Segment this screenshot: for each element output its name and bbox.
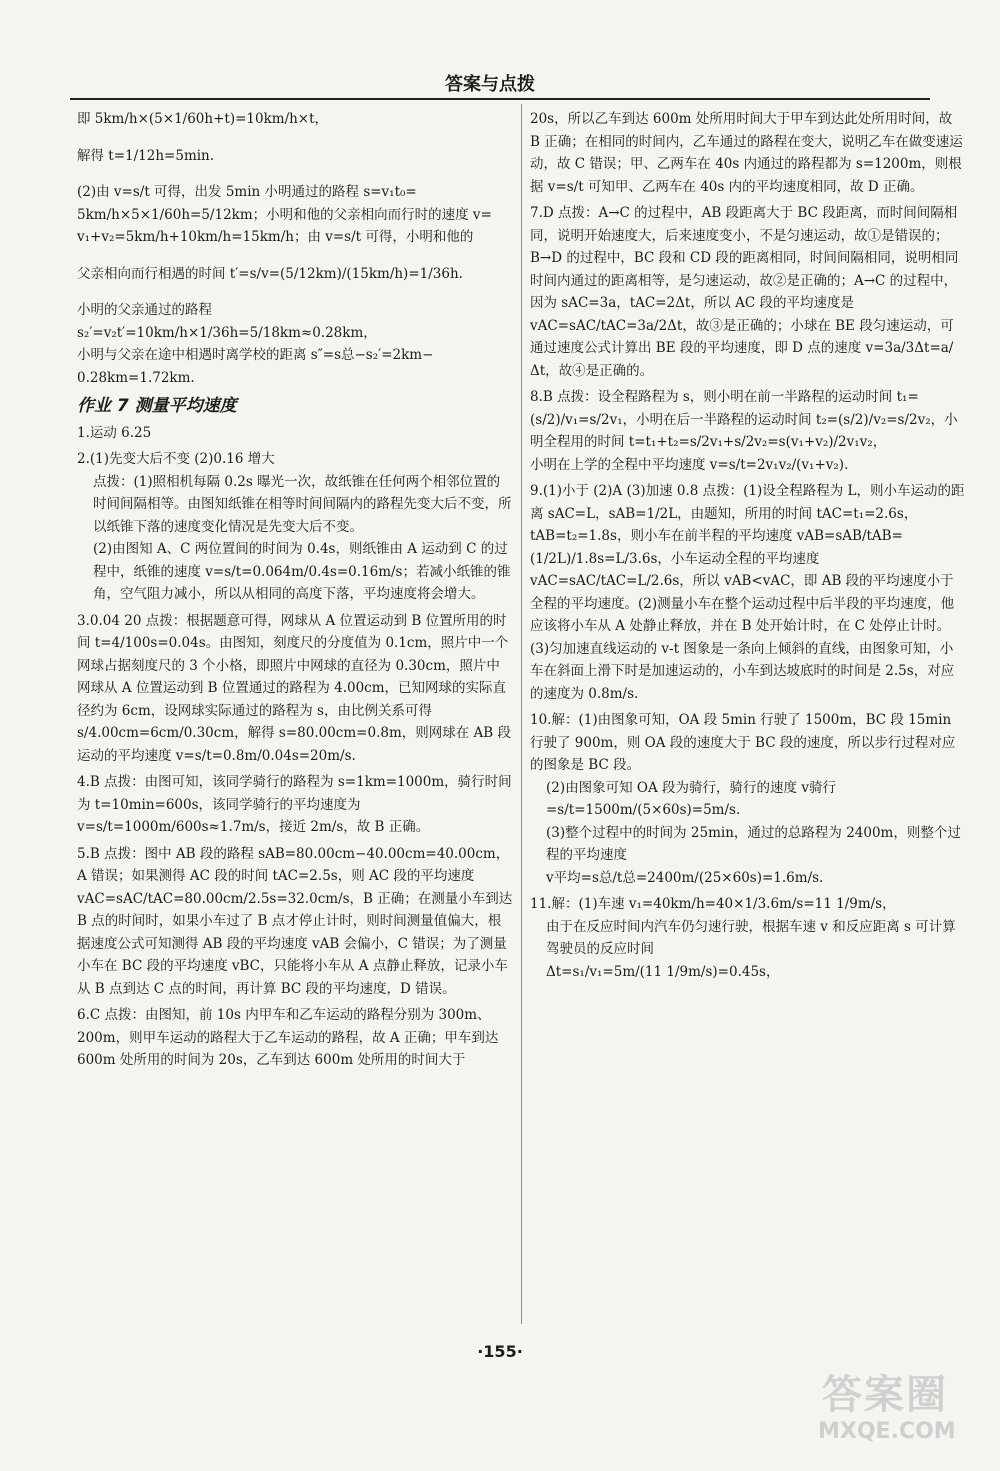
solution-line: (2)由 v=s/t 可得，出发 5min 小明通过的路程 s=v₁t₀= bbox=[77, 184, 417, 200]
spacer bbox=[77, 285, 513, 299]
formula-line: v平均=s总/t总=2400m/(25×60s)=1.6m/s. bbox=[546, 869, 824, 886]
spacer bbox=[77, 167, 513, 181]
answer-item: 1.运动 6.25 bbox=[77, 424, 152, 441]
spacer bbox=[77, 131, 513, 145]
solution-line: 小明的父亲通过的路程 s₂′=v₂t′=10km/h×1/36h=5/18km≈0.28km， bbox=[77, 302, 377, 341]
formula-line: Δt=s₁/v₁=5m/(11 1/9m/s)=0.45s， bbox=[546, 963, 780, 980]
solution-line: 0.28km=1.72km. bbox=[77, 369, 195, 386]
solution-line: 即 5km/h×(5×1/60h+t)=10km/h×t， bbox=[77, 111, 329, 127]
solution-line: v₁+v₂=5km/h+10km/h=15km/h；由 v=s/t 可得，小明和他的 bbox=[77, 229, 474, 245]
answer-item: 11.解：(1)车速 v₁=40km/h=40×1/3.6m/s=11 1/9m/s， bbox=[530, 896, 896, 912]
watermark-text: 答案圈 bbox=[822, 1372, 948, 1418]
answer-item: 3.0.04 20 点拨：根据题意可得，网球从 A 位置运动到 B 位置所用的时间 t=4/100s=0.04s。由图知，刻度尺的分度值为 0.1cm，照片中一个网球占据刻度尺的 3 个小格，即照片中网球的直径为 0.30cm，照片中网球从 A 位置运动到 B 位置通过的路程为 4.00cm，已知网球的实际直径约为 6cm，设网球实际通过的路程为 s，由比例关系可得 s/4.00cm=6cm/0.30cm，解得 s=80.00cm=0.8m，则网球在 AB 段运动的平均速度 v=s/t=0.8m/0.04s=20m/s. bbox=[77, 612, 512, 764]
header-title: 答案与点拨 bbox=[445, 74, 535, 95]
answer-explanation: (2)由图象可知 OA 段为骑行，骑行的速度 v骑行=s/t=1500m/(5×60s)=5m/s. bbox=[546, 779, 836, 818]
answer-explanation: 点拨：(1)照相机每隔 0.2s 曝光一次，故纸锥在任何两个相邻位置的时间间隔相等。由图知纸锥在相等时间间隔内的路程先变大后不变，所以纸锥下落的速度变化情况是先变大后不变。 bbox=[93, 473, 512, 535]
answer-item: 20s，所以乙车到达 600m 处所用时间大于甲车到达此处所用时间，故 B 正确；在相同的时间内，乙车通过的路程在变大，说明乙车在做变速运动，故 C 错误；甲、乙两车在 40s 内通过的路程都为 s=1200m，则根据 v=s/t 可知甲、乙两车在 40s 内的平均速度相同，故 D 正确。 bbox=[530, 111, 963, 195]
answer-item: 10.解：(1)由图象可知，OA 段 5min 行驶了 1500m，BC 段 15min 行驶了 900m，则 OA 段的速度大于 BC 段的速度，所以步行过程对应的图象是 BC 段。 bbox=[530, 712, 956, 773]
answer-explanation: 由于在反应时间内汽车仍匀速行驶，根据车速 v 和反应距离 s 可计算驾驶员的反应时间 bbox=[546, 918, 956, 957]
right-column bbox=[530, 108, 966, 983]
answer-item: 7.D 点拨：A→C 的过程中，AB 段距离大于 BC 段距离，而时间间隔相同，说明开始速度大，后来速度变小，不是匀速运动，故①是错误的；B→D 的过程中，BC 段和 CD 段的距离相同，时间间隔相同，说明相同时间内通过的距离相等，是匀速运动，故②是正确的；A→C 的过程中，因为 sAC=3a，tAC=2Δt，所以 AC 段的平均速度是 vAC=sAC/tAC=3a/2Δt，故③是正确的；小球在 BE 段匀速运动，可通过速度公式计算出 BE 段的平均速度，即 D 点的速度 v=3a/3Δt=a/Δt，故④是正确的。 bbox=[530, 205, 959, 379]
solution-line: 父亲相向而行相遇的时间 t′=s/v=(5/12km)/(15km/h)=1/36h. bbox=[77, 265, 463, 282]
column-divider bbox=[521, 104, 522, 1324]
answer-item: 6.C 点拨：由图知，前 10s 内甲车和乙车运动的路程分别为 300m、200m，则甲车运动的路程大于乙车运动的路程，故 A 正确；甲车到达 600m 处所用的时间为 20s，乙车到达 600m 处所用的时间大于 bbox=[77, 1007, 499, 1068]
page-number: ·155· bbox=[477, 1342, 523, 1361]
answer-item: 9.(1)小于 (2)A (3)加速 0.8 点拨：(1)设全程路程为 L，则小车运动的距离 sAC=L，sAB=1/2L，由题知，所用的时间 tAC=t₁=2.6s，tAB=t₂=1.8s，则小车在前半程的平均速度 vAB=sAB/tAB=(1/2L)/1.8s=L/3.6s，小车运动全程的平均速度 vAC=sAC/tAC=L/2.6s，所以 vAB<vAC，即 AB 段的平均速度小于全程的平均速度。(2)测量小车在整个运动过程中后半段的平均速度，他应该将小车从 A 处静止释放，并在 B 处开始计时，在 C 处停止计时。(3)匀加速直线运动的 v-t 图象是一条向上倾斜的直线，由图象可知，小车在斜面上滑下时是加速运动的，小车到达坡底时的时间是 2.5s，对应的速度为 0.8m/s. bbox=[530, 483, 965, 702]
answer-item: 5.B 点拨：图中 AB 段的路程 sAB=80.00cm−40.00cm=40.00cm，A 错误；如果测得 AC 段的时间 tAC=2.5s，则 AC 段的平均速度 vAC=sAC/tAC=80.00cm/2.5s=32.0cm/s，B 正确；在测量小车到达 B 点的时间时，如果小车过了 B 点才停止计时，则时间测量值偏大，根据速度公式可知测得 AB 段的平均速度 vAB 会偏小，C 错误；为了测量小车在 BC 段的平均速度 vBC，只能将小车从 A 点静止释放，记录小车从 B 点到达 C 点的时间，再计算 BC 段的平均速度，D 错误。 bbox=[77, 845, 513, 997]
page-header bbox=[70, 64, 930, 100]
solution-line: 5km/h×5×1/60h=5/12km；小明和他的父亲相向而行时的速度 v= bbox=[77, 206, 492, 223]
watermark-url: MXQE.COM bbox=[818, 1419, 956, 1444]
answer-item: 4.B 点拨：由图可知，该同学骑行的路程为 s=1km=1000m，骑行时间为 t=10min=600s，该同学骑行的平均速度为 v=s/t=1000m/600s≈1.7m/s，接近 2m/s，故 B 正确。 bbox=[77, 774, 512, 835]
spacer bbox=[77, 249, 513, 263]
answer-item: 8.B 点拨：设全程路程为 s，则小明在前一半路程的运动时间 t₁=(s/2)/v₁=s/2v₁，小明在后一半路程的运动时间 t₂=(s/2)/v₂=s/2v₂，小明全程用的时间 t=t₁+t₂=s/2v₁+s/2v₂=s(v₁+v₂)/2v₁v₂， bbox=[530, 389, 958, 450]
answer-explanation: (3)整个过程中的时间为 25min，通过的总路程为 2400m，则整个过程的平均速度 bbox=[546, 824, 961, 863]
answer-explanation: (2)由图知 A、C 两位置间的时间为 0.4s，则纸锥由 A 运动到 C 的过程中，纸锥的速度 v=s/t=0.064m/0.4s=0.16m/s；若减小纸锥的锥角，空气阻力减小，所以从相同的高度下落，平均速度将会增大。 bbox=[93, 541, 511, 602]
watermark-logo bbox=[812, 1359, 972, 1455]
solution-line: 解得 t=1/12h=5min. bbox=[77, 147, 215, 164]
answer-item: 小明在上学的全程中平均速度 v=s/t=2v₁v₂/(v₁+v₂). bbox=[530, 456, 849, 473]
solution-line: 小明与父亲在途中相遇时离学校的距离 s″=s总−s₂′=2km− bbox=[77, 347, 434, 363]
section-title: 作业 7 测量平均速度 bbox=[77, 396, 237, 416]
answer-item: 2.(1)先变大后不变 (2)0.16 增大 bbox=[77, 451, 275, 467]
left-column bbox=[77, 108, 513, 1072]
